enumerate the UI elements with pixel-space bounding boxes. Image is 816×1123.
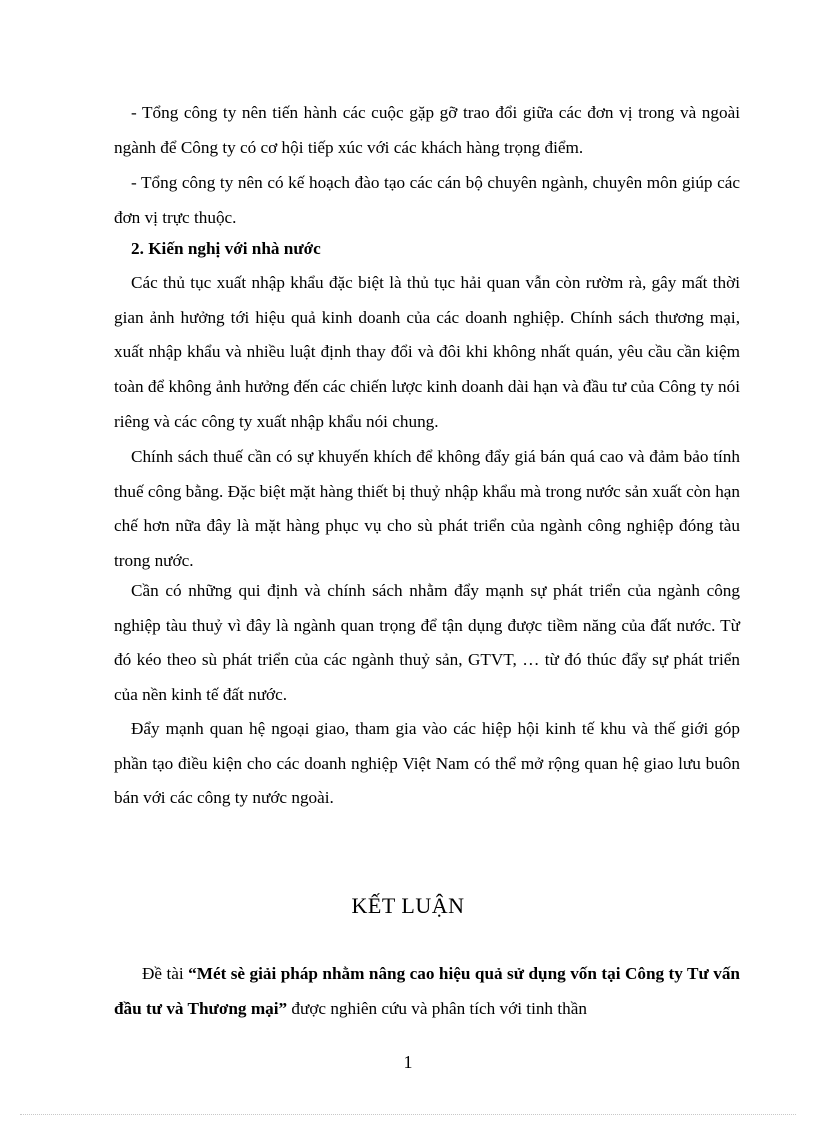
closing-rest: được nghiên cứu và phân tích với tinh thần	[287, 998, 587, 1018]
paragraph-2	[114, 166, 740, 235]
closing-title-bold: “Mét sè giải pháp nhằm nâng cao hiệu quả sử dụng vốn tại Công ty Tư vấn đầu tư và Thương mại”	[114, 964, 740, 1018]
closing-paragraph	[114, 957, 740, 1026]
section-paragraph-4	[114, 712, 740, 816]
page-number: 1	[403, 1052, 413, 1072]
paragraph-1-text: - Tổng công ty nên tiến hành các cuộc gặp gỡ trao đổi giữa các đơn vị trong và ngoài ngành để Công ty có cơ hội tiếp xúc với các khách hàng trọng điểm.	[114, 103, 740, 157]
section-paragraph-4-text: Đẩy mạnh quan hệ ngoại giao, tham gia vào các hiệp hội kinh tế khu và thế giới góp phần tạo điều kiện cho các doanh nghiệp Việt Nam có thể mở rộng quan hệ giao lưu buôn bán với các công ty nước ngoài.	[114, 719, 740, 808]
paragraph-1	[114, 96, 740, 165]
conclusion-title: KẾT LUẬN	[351, 893, 465, 918]
section-paragraph-3-text: Cần có những qui định và chính sách nhằm đẩy mạnh sự phát triển của ngành công nghiệp tàu thuỷ vì đây là ngành quan trọng để tận dụng được tiềm năng của đất nước. Từ đó kéo theo sù phát triển của các ngành thuỷ sản, GTVT, … từ đó thúc đẩy sự phát triển của nền kinh tế đất nước.	[114, 581, 740, 705]
section-paragraph-1-text: Các thủ tục xuất nhập khẩu đặc biệt là thủ tục hải quan vẫn còn rườm rà, gây mất thời gian ảnh hưởng tới hiệu quả kinh doanh của các doanh nghiệp. Chính sách thương mại, xuất nhập khẩu và nhiều luật định thay đổi và đôi khi không nhất quán, yêu cầu cần kiệm toàn để không ảnh hưởng đến các chiến lược kinh doanh dài hạn và đầu tư của Công ty nói riêng và các công ty xuất nhập khẩu nói chung.	[114, 273, 740, 431]
section-paragraph-2	[114, 440, 740, 579]
section-paragraph-2-text: Chính sách thuế cần có sự khuyến khích để không đẩy giá bán quá cao và đảm bảo tính thuế công bằng. Đặc biệt mặt hàng thiết bị thuỷ nhập khẩu mà trong nước sản xuất còn hạn chế hơn nữa đây là mặt hàng phục vụ cho sù phát triển của ngành công nghiệp đóng tàu trong nước.	[114, 447, 741, 571]
section-paragraph-1	[114, 266, 740, 440]
section-heading: 2. Kiến nghị với nhà nước	[131, 239, 321, 258]
page-bottom-divider	[20, 1114, 796, 1115]
section-paragraph-3	[114, 574, 740, 713]
closing-intro: Đề tài	[142, 964, 189, 983]
paragraph-2-text: - Tổng công ty nên có kế hoạch đào tạo các cán bộ chuyên ngành, chuyên môn giúp các đơn vị trực thuộc.	[114, 173, 740, 227]
